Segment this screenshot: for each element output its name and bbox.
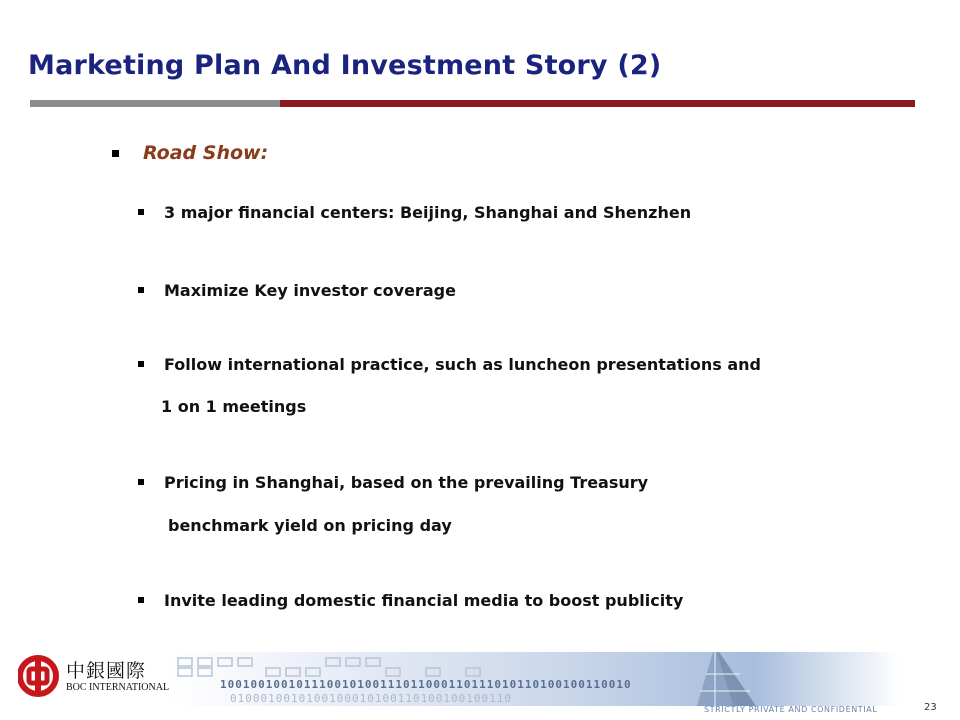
section-heading: Road Show: [143, 142, 269, 164]
bullet-text: Pricing in Shanghai, based on the prevailing Treasury [164, 473, 649, 492]
square-bullet-icon [138, 209, 144, 215]
square-bullet-icon [138, 361, 144, 367]
square-bullet-icon [138, 287, 144, 293]
slide-footer [0, 642, 960, 720]
logo-chinese-name: 中銀國際 [66, 660, 147, 682]
bullet-text: Maximize Key investor coverage [164, 281, 456, 300]
bullet-text: 3 major financial centers: Beijing, Shanghai and Shenzhen [164, 203, 692, 222]
bullet-continuation: benchmark yield on pricing day [168, 516, 452, 535]
banner-binary-text-faded: 0100010010100100010100110100100100110 [230, 692, 513, 705]
bullet-text: Invite leading domestic financial media to boost publicity [164, 591, 684, 610]
bullet-item [138, 203, 691, 223]
bullet-item [138, 281, 456, 301]
logo-english-name: BOC INTERNATIONAL [66, 682, 170, 693]
square-bullet-icon [138, 597, 144, 603]
section-road-show [112, 142, 268, 164]
bullet-continuation: 1 on 1 meetings [161, 397, 307, 416]
bullet-item [138, 473, 648, 493]
boc-logo-icon [18, 654, 60, 698]
footer-banner-image [170, 652, 900, 706]
square-bullet-icon [138, 479, 144, 485]
bullet-text: Follow international practice, such as luncheon presentations and [164, 355, 761, 374]
bullet-item [138, 355, 761, 375]
banner-grid-decoration [176, 656, 536, 678]
square-bullet-icon [112, 150, 119, 157]
skyscraper-graphic [640, 652, 790, 706]
boc-international-logo [18, 654, 168, 702]
title-underline-red [280, 100, 915, 107]
bullet-item [138, 591, 683, 611]
confidential-label: STRICTLY PRIVATE AND CONFIDENTIAL [704, 705, 878, 714]
page-number: 23 [924, 702, 937, 713]
slide-title: Marketing Plan And Investment Story (2) [28, 50, 662, 81]
title-underline-gray [30, 100, 280, 107]
banner-binary-text: 100100100101110010100111011000110111010110100100110010 [220, 678, 632, 691]
